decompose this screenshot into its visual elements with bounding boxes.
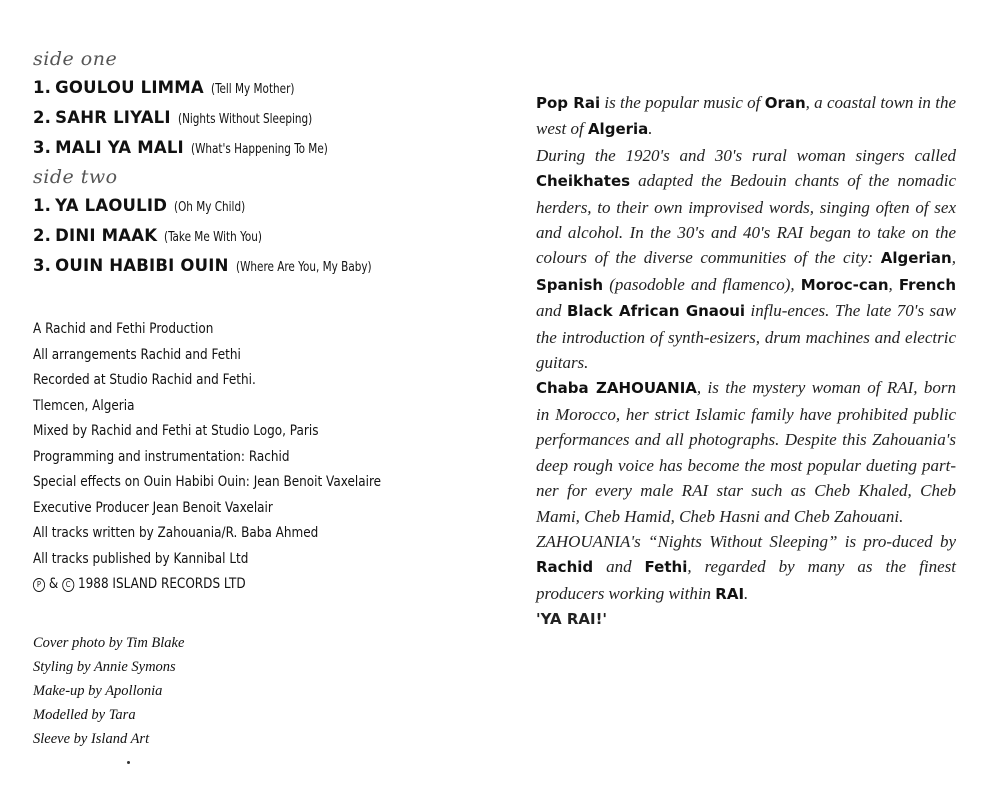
credit-line: Tlemcen, Algeria <box>33 397 135 414</box>
track-item <box>33 251 473 281</box>
credit-line: All arrangements Rachid and Fethi <box>33 346 241 363</box>
credit-line: Special effects on Ouin Habibi Ouin: Jean Benoit Vaxelaire <box>33 474 382 490</box>
photo-credit-line: Sleeve by Island Art <box>33 730 150 747</box>
phonogram-icon: P <box>33 578 45 592</box>
photo-credit-line: Modelled by Tara <box>33 706 136 723</box>
notes-paragraph-3: Chaba ZAHOUANIA, is the mystery woman of RAI, born in Morocco, her strict Islamic family have prohibited public performances and all photographs. Despite this Zahouania's deep rough voice has become the most popular dueting part-ner for every male RAI star such as Cheb Khaled, Cheb Mami, Cheb Hamid, Cheb Hasni and Cheb Zahouani. <box>536 378 956 526</box>
bold-term: Chaba ZAHOUANIA <box>536 379 697 398</box>
track-title: MALI YA MALI <box>55 138 184 157</box>
left-column <box>33 45 473 751</box>
copyright-amp: & <box>48 576 59 592</box>
bold-term: Spanish <box>536 275 604 294</box>
track-translation: (Take Me With You) <box>164 229 263 245</box>
credit-line: Executive Producer Jean Benoit Vaxelair <box>33 499 273 516</box>
track-number: 3. <box>33 256 52 275</box>
bold-term: Fethi <box>644 558 688 577</box>
track-title: DINI MAAK <box>55 226 158 245</box>
bold-term: Rachid <box>536 558 594 577</box>
copyright-icon: C <box>62 578 74 592</box>
track-title: OUIN HABIBI OUIN <box>55 256 229 275</box>
bold-term: French <box>898 275 956 294</box>
credit-line: A Rachid and Fethi Production <box>33 321 214 337</box>
track-translation: (Nights Without Sleeping) <box>177 111 312 127</box>
photo-credits <box>33 631 473 751</box>
track-number: 1. <box>33 196 52 215</box>
copyright-text: 1988 ISLAND RECORDS LTD <box>77 576 246 592</box>
track-title: YA LAOULID <box>55 196 168 215</box>
track-number: 3. <box>33 138 52 157</box>
track-item <box>33 191 473 221</box>
side-two-heading: side two <box>33 166 118 188</box>
print-speck <box>127 761 130 764</box>
track-title: GOULOU LIMMA <box>55 78 204 97</box>
credit-line: All tracks written by Zahouania/R. Baba Ahmed <box>33 525 319 541</box>
track-title: SAHR LIYALI <box>55 108 171 127</box>
notes-paragraph-2: During the 1920's and 30's rural woman singers called Cheikhates adapted the Bedouin chants of the nomadic herders, to their own improvised words, singing often of sex and alcohol. In the 30's and 40's RAI began to take on the colours of the diverse communities of the city: Algerian, Spanish (pasodoble and flamenco), Moroc-can, French and Black African Gnaoui influ-ences. The late 70's saw the introduction of synth-esizers, drum machines and electric guitars. <box>536 145 956 373</box>
copyright-line <box>33 572 411 598</box>
track-translation: (Oh My Child) <box>174 199 246 215</box>
side-two-tracklist <box>33 191 473 281</box>
photo-credit-line: Make-up by Apollonia <box>33 682 163 699</box>
track-number: 2. <box>33 226 52 245</box>
credit-line: Recorded at Studio Rachid and Fethi. <box>33 372 256 388</box>
credit-line: Mixed by Rachid and Fethi at Studio Logo, Paris <box>33 423 319 439</box>
track-translation: (What's Happening To Me) <box>190 141 328 157</box>
bold-term: Black African Gnaoui <box>566 302 746 321</box>
bold-term: Oran <box>764 94 806 112</box>
track-item <box>33 221 473 251</box>
side-one-tracklist <box>33 73 473 163</box>
track-translation: (Tell My Mother) <box>210 81 295 97</box>
photo-credit-line: Cover photo by Tim Blake <box>33 634 185 651</box>
side-one-heading: side one <box>33 48 118 70</box>
bold-term: RAI <box>715 584 745 603</box>
bold-term: Pop Rai <box>536 94 601 112</box>
credit-line: All tracks published by Kannibal Ltd <box>33 550 249 567</box>
bold-term: Algerian <box>880 249 952 268</box>
credit-line: Programming and instrumentation: Rachid <box>33 448 290 465</box>
track-translation: (Where Are You, My Baby) <box>235 259 372 275</box>
right-column-notes <box>536 90 956 632</box>
closing-exclamation: 'YA RAI!' <box>536 610 608 629</box>
track-item <box>33 133 473 163</box>
bold-term: Moroc-can <box>800 275 889 294</box>
notes-paragraph-1: Pop Rai is the popular music of Oran, a coastal town in the west of Algeria. <box>536 93 956 139</box>
track-item <box>33 73 473 103</box>
notes-paragraph-4: ZAHOUANIA's “Nights Without Sleeping” is pro-duced by Rachid and Fethi, regarded by many as the finest producers working within RAI. <box>536 531 956 603</box>
track-number: 1. <box>33 78 52 97</box>
track-item <box>33 103 473 133</box>
photo-credit-line: Styling by Annie Symons <box>33 658 176 675</box>
bold-term: Cheikhates <box>536 172 631 191</box>
track-number: 2. <box>33 108 52 127</box>
production-credits <box>33 317 473 598</box>
bold-term: Algeria <box>587 120 649 139</box>
